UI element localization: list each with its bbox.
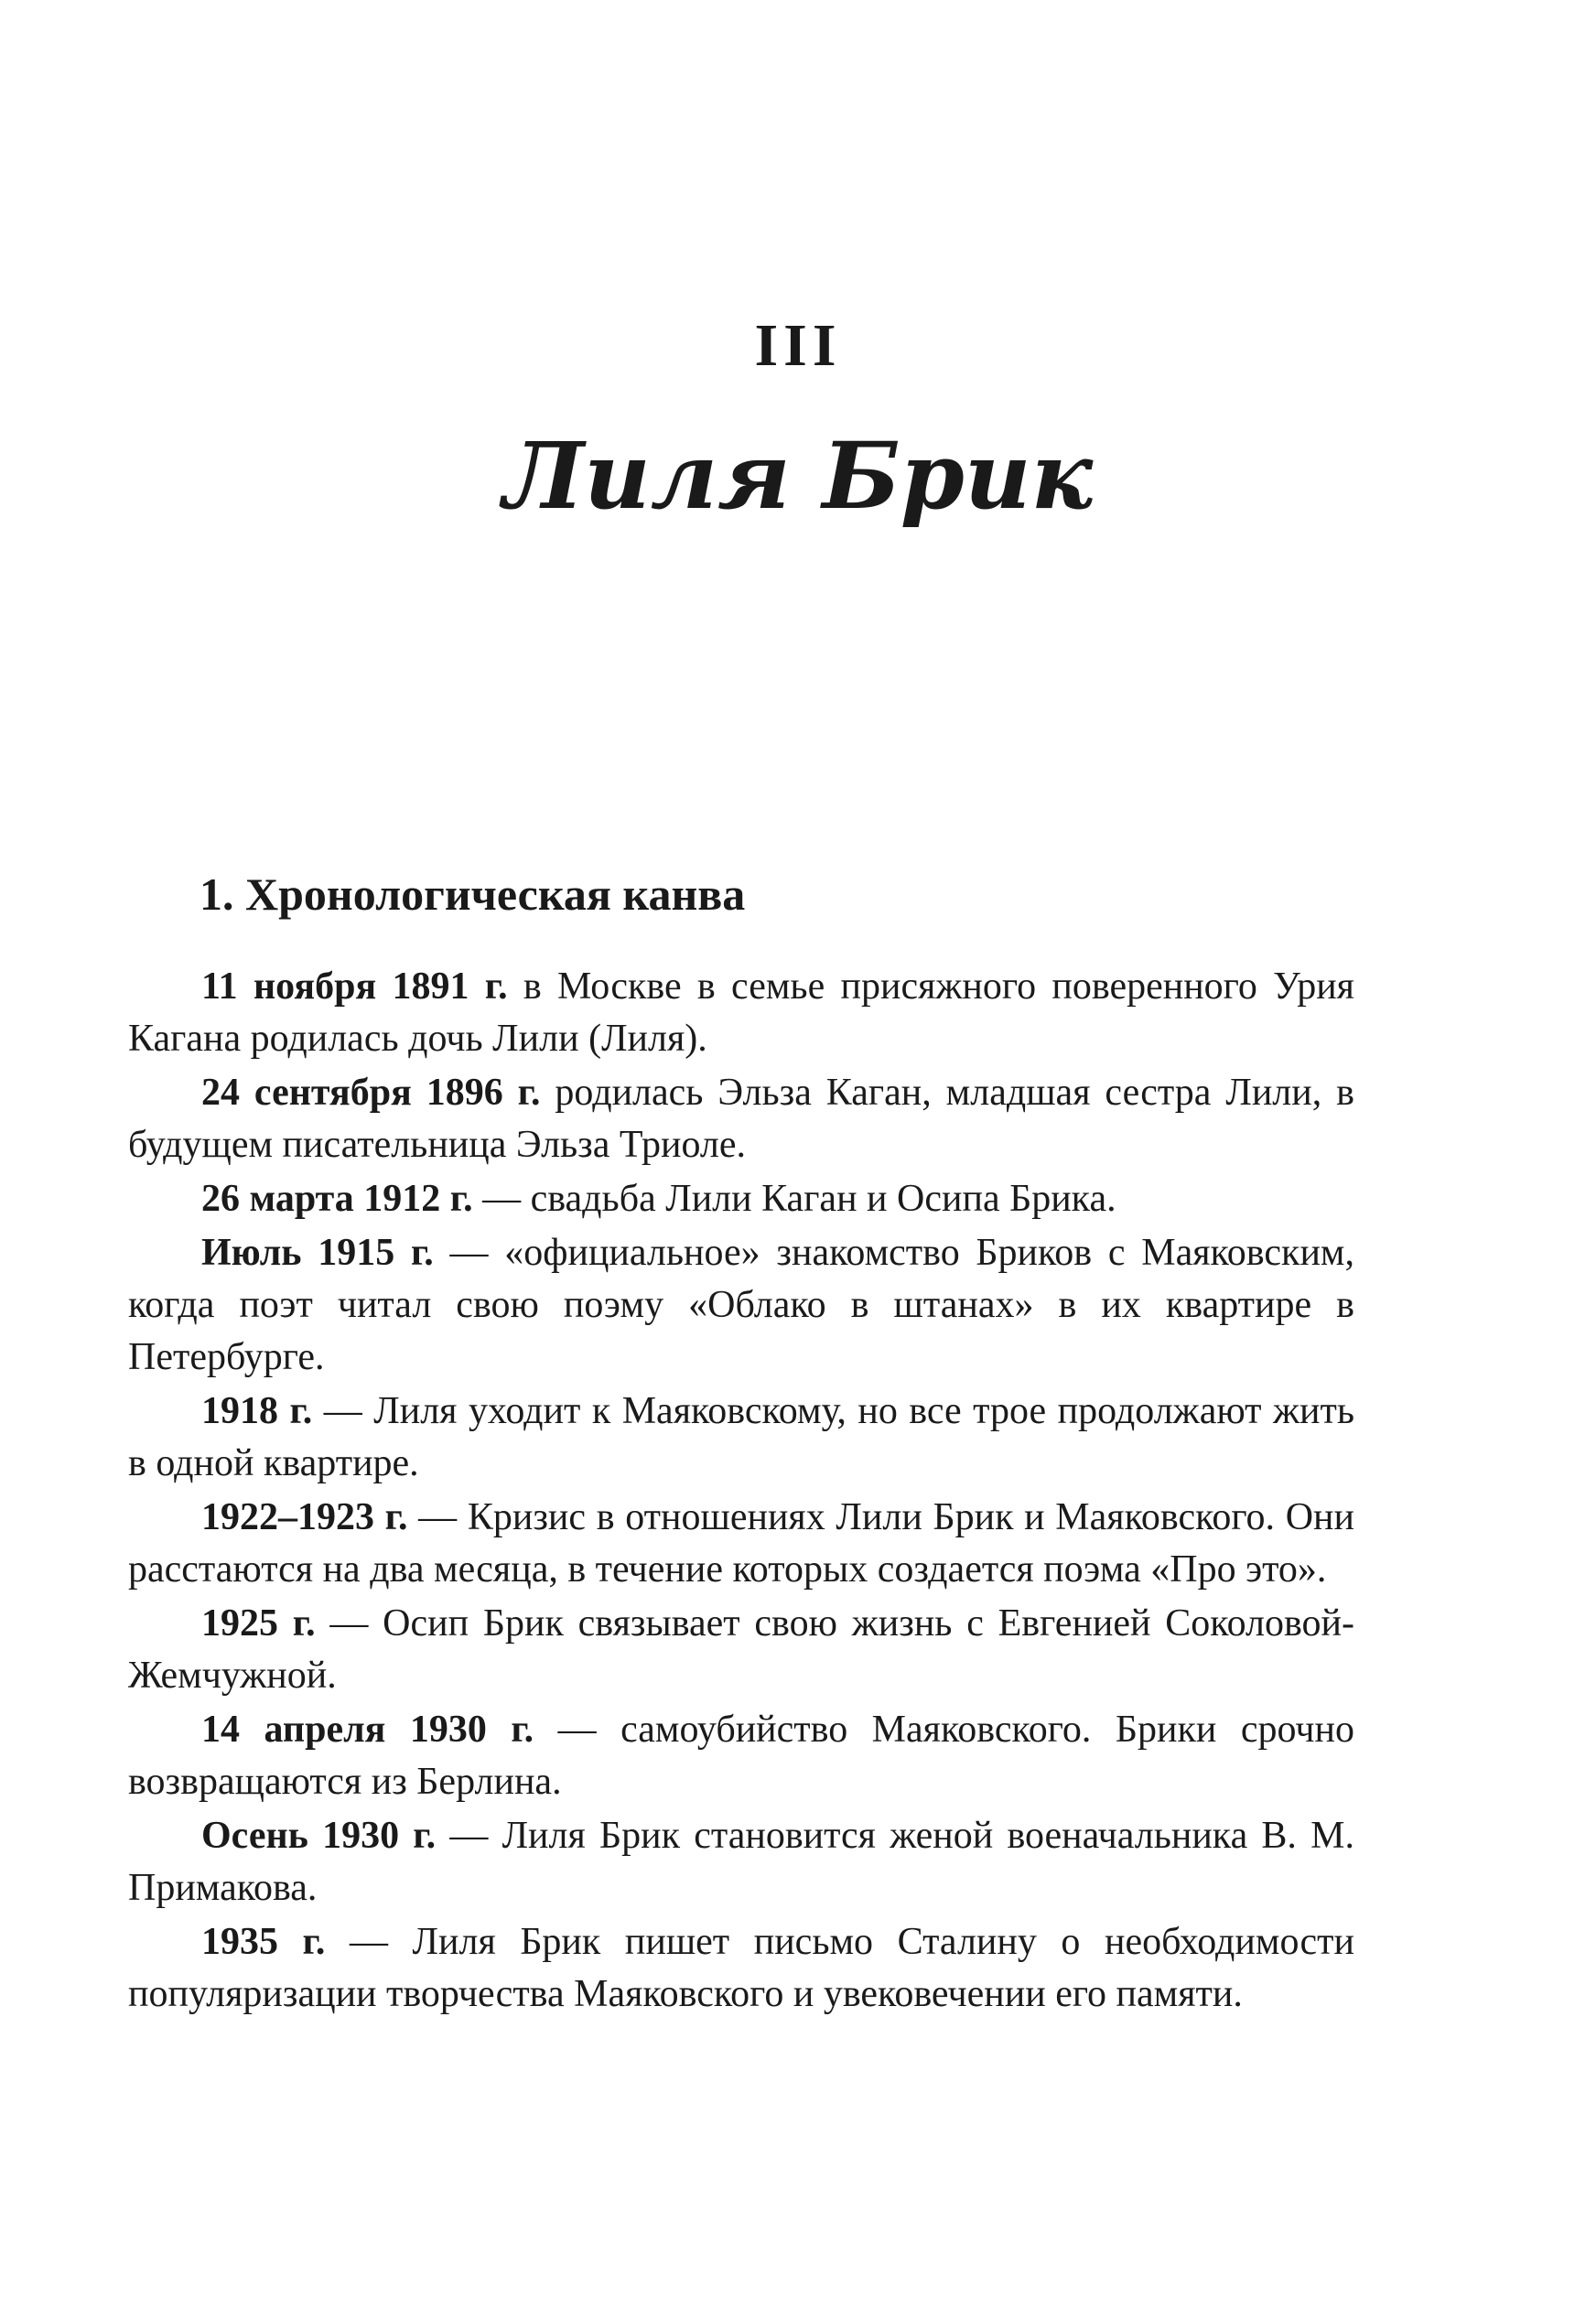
part-title: Лиля Брик [502, 422, 1094, 530]
entry-text: — самоубийство Маяковского. Брики срочно возвращаются из Берлина. [128, 1709, 1354, 1803]
chronology-entry [128, 1067, 1354, 1171]
chronology-entry [128, 1598, 1354, 1702]
entry-text: — свадьба Лили Каган и Осипа Брика. [472, 1178, 1116, 1220]
entry-date: 1925 г. [201, 1602, 316, 1645]
entry-date: 1918 г. [201, 1390, 313, 1432]
chronology-entry [128, 1704, 1354, 1808]
entry-date: 14 апреля 1930 г. [201, 1709, 534, 1751]
chronology-entry [128, 1386, 1354, 1490]
entry-text: — Лиля уходит к Маяковскому, но все трое продолжают жить в одной квартире. [128, 1390, 1354, 1484]
entry-date: 1922–1923 г. [201, 1496, 408, 1538]
entry-date: Июль 1915 г. [201, 1232, 434, 1274]
chronology-entry [128, 1492, 1354, 1596]
entry-text: — Лиля Брик становится женой военачальника В. М. Примакова. [128, 1815, 1354, 1909]
entry-date: 1935 г. [201, 1921, 326, 1963]
entry-text: в Москве в семье присяжного поверенного Урия Кагана родилась дочь Лили (Лиля). [128, 965, 1354, 1060]
entry-text: родилась Эльза Каган, младшая сестра Лили, в будущем писательница Эльза Триоле. [128, 1072, 1354, 1166]
chronology-entry [128, 1810, 1354, 1914]
entry-text: — «официальное» знакомство Бриков с Маяковским, когда поэт читал свою поэму «Облако в штанах» в их квартире в Петербурге. [128, 1232, 1354, 1378]
chronology-entry [128, 961, 1354, 1065]
chronology-list [128, 961, 1354, 2022]
entry-text: — Осип Брик связывает свою жизнь с Евгенией Соколовой-Жемчужной. [128, 1602, 1354, 1697]
entry-text: — Лиля Брик пишет письмо Сталину о необходимости популяризации творчества Маяковского и увековечении его памяти. [128, 1921, 1354, 2015]
chronology-entry [128, 1916, 1354, 2021]
section-heading: 1. Хронологическая канва [200, 868, 746, 920]
entry-date: Осень 1930 г. [201, 1815, 437, 1857]
entry-date: 26 марта 1912 г. [201, 1178, 473, 1220]
chronology-entry [128, 1227, 1354, 1384]
part-number: III [754, 312, 842, 379]
chronology-entry [128, 1173, 1354, 1225]
entry-date: 11 ноября 1891 г. [201, 965, 508, 1008]
entry-date: 24 сентября 1896 г. [201, 1072, 541, 1114]
entry-text: — Кризис в отношениях Лили Брик и Маяковского. Они расстаются на два месяца, в течение которых создается поэма «Про это». [128, 1496, 1354, 1591]
